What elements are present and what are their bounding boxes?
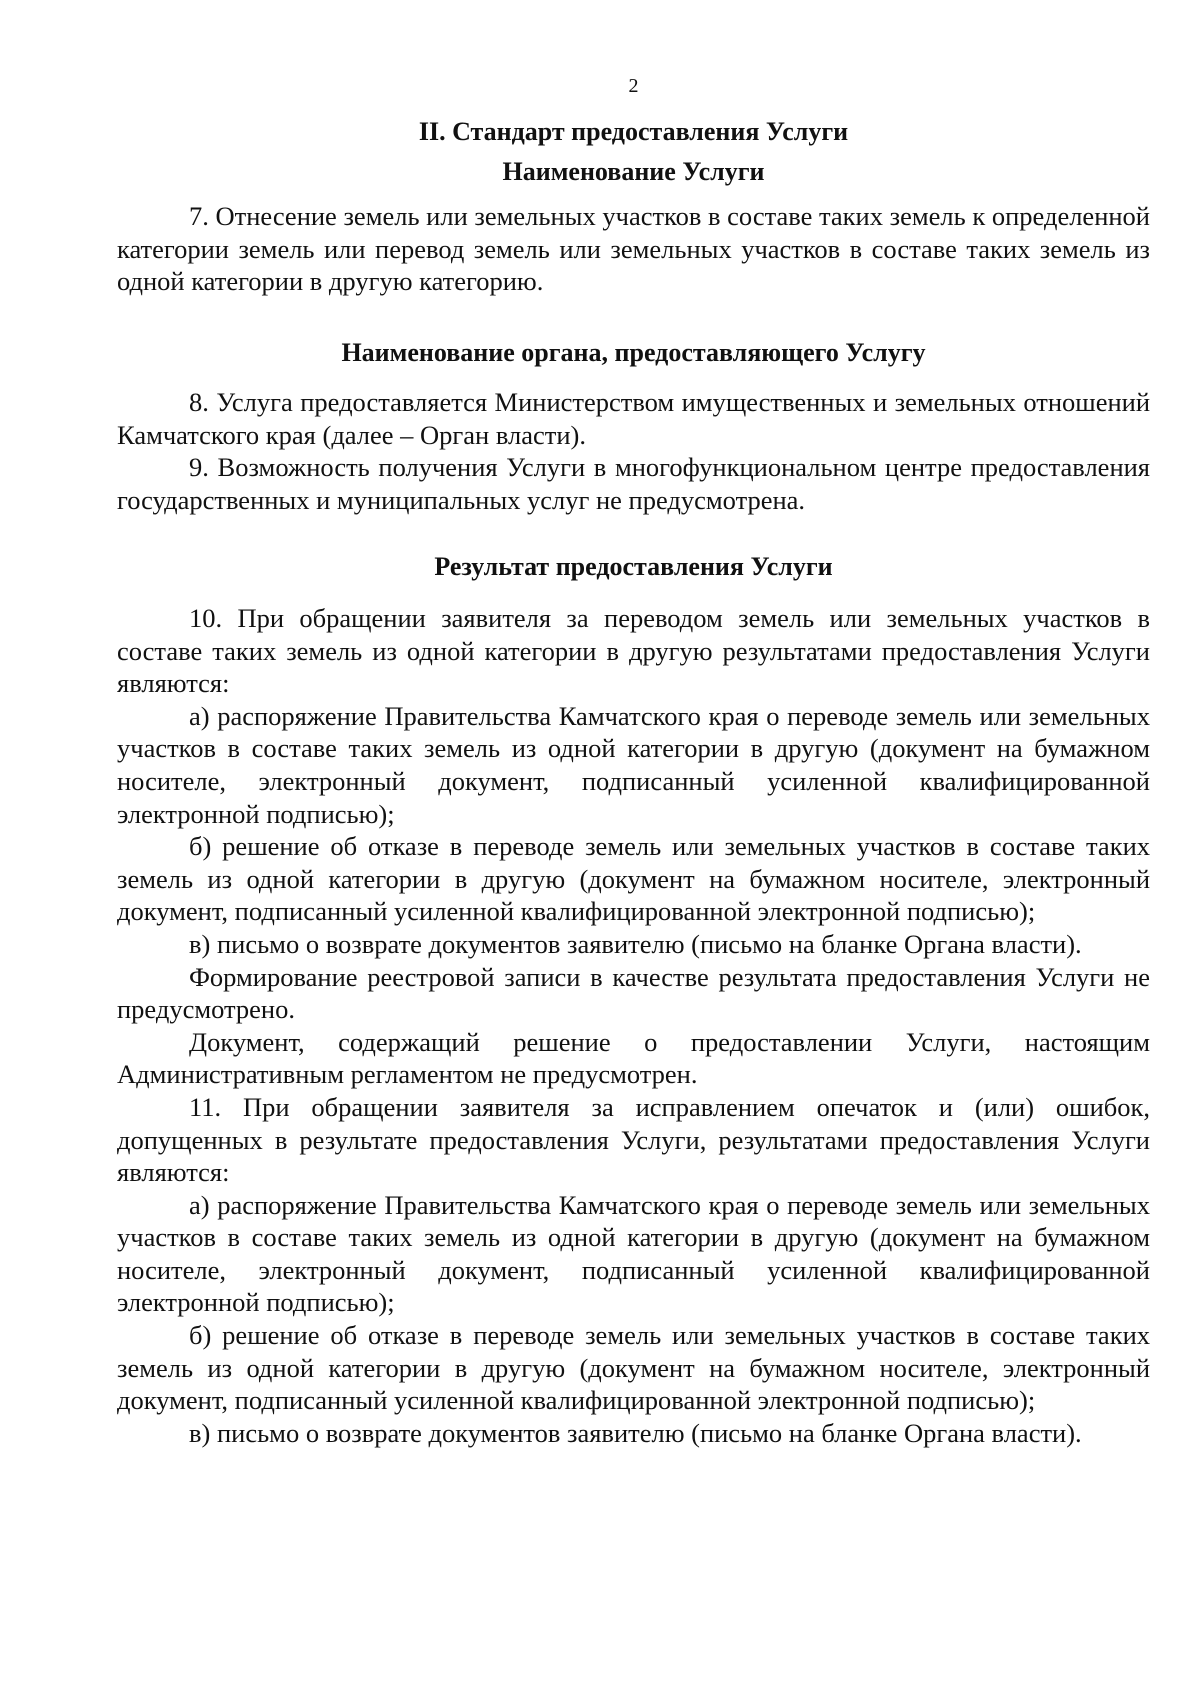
paragraph-7: 7. Отнесение земель или земельных участков в составе таких земель к определенной категории земель или перевод земель или земельных участков в составе таких земель из одной категории в другую категорию.: [117, 201, 1150, 297]
paragraph-10a: а) распоряжение Правительства Камчатского края о переводе земель или земельных участков в составе таких земель из одной категории в другую (документ на бумажном носителе, электронный документ, подписанный усиленной квалифицированной электронной подписью);: [117, 700, 1150, 829]
paragraph-10b: б) решение об отказе в переводе земель или земельных участков в составе таких земель из одной категории в другую (документ на бумажном носителе, электронный документ, подписанный усиленной квалифицированной электронной подписью);: [117, 831, 1150, 927]
authority-section: [117, 386, 1150, 516]
authority-heading: Наименование органа, предоставляющего Услугу: [341, 338, 926, 367]
section-heading: II. Стандарт предоставления Услуги: [418, 117, 849, 146]
paragraph-9: 9. Возможность получения Услуги в многофункциональном центре предоставления государственных и муниципальных услуг не предусмотрена.: [117, 452, 1150, 515]
result-heading: Результат предоставления Услуги: [434, 552, 833, 581]
paragraph-decision-document: Документ, содержащий решение о предоставлении Услуги, настоящим Административным регламентом не предусмотрен.: [117, 1026, 1150, 1090]
paragraph-10c: в) письмо о возврате документов заявителю (письмо на бланке Органа власти).: [189, 928, 1082, 959]
paragraph-8: 8. Услуга предоставляется Министерством имущественных и земельных отношений Камчатского края (далее – Орган власти).: [117, 387, 1150, 450]
paragraph-11c: в) письмо о возврате документов заявителю (письмо на бланке Органа власти).: [189, 1417, 1082, 1448]
service-name-section: [117, 200, 1150, 298]
result-section: [117, 602, 1150, 1449]
paragraph-registry: Формирование реестровой записи в качестве результата предоставления Услуги не предусмотрено.: [117, 961, 1150, 1025]
service-name-heading: Наименование Услуги: [502, 157, 765, 186]
paragraph-11a: а) распоряжение Правительства Камчатского края о переводе земель или земельных участков в составе таких земель из одной категории в другую (документ на бумажном носителе, электронный документ, подписанный усиленной квалифицированной электронной подписью);: [117, 1189, 1150, 1318]
paragraph-10: 10. При обращении заявителя за переводом земель или земельных участков в составе таких земель из одной категории в другую результатами предоставления Услуги являются:: [117, 603, 1150, 699]
paragraph-11: 11. При обращении заявителя за исправлением опечаток и (или) ошибок, допущенных в результате предоставления Услуги, результатами предоставления Услуги являются:: [117, 1091, 1150, 1188]
page-number: 2: [628, 75, 639, 97]
paragraph-11b: б) решение об отказе в переводе земель или земельных участков в составе таких земель из одной категории в другую (документ на бумажном носителе, электронный документ, подписанный усиленной квалифицированной электронной подписью);: [117, 1320, 1150, 1416]
